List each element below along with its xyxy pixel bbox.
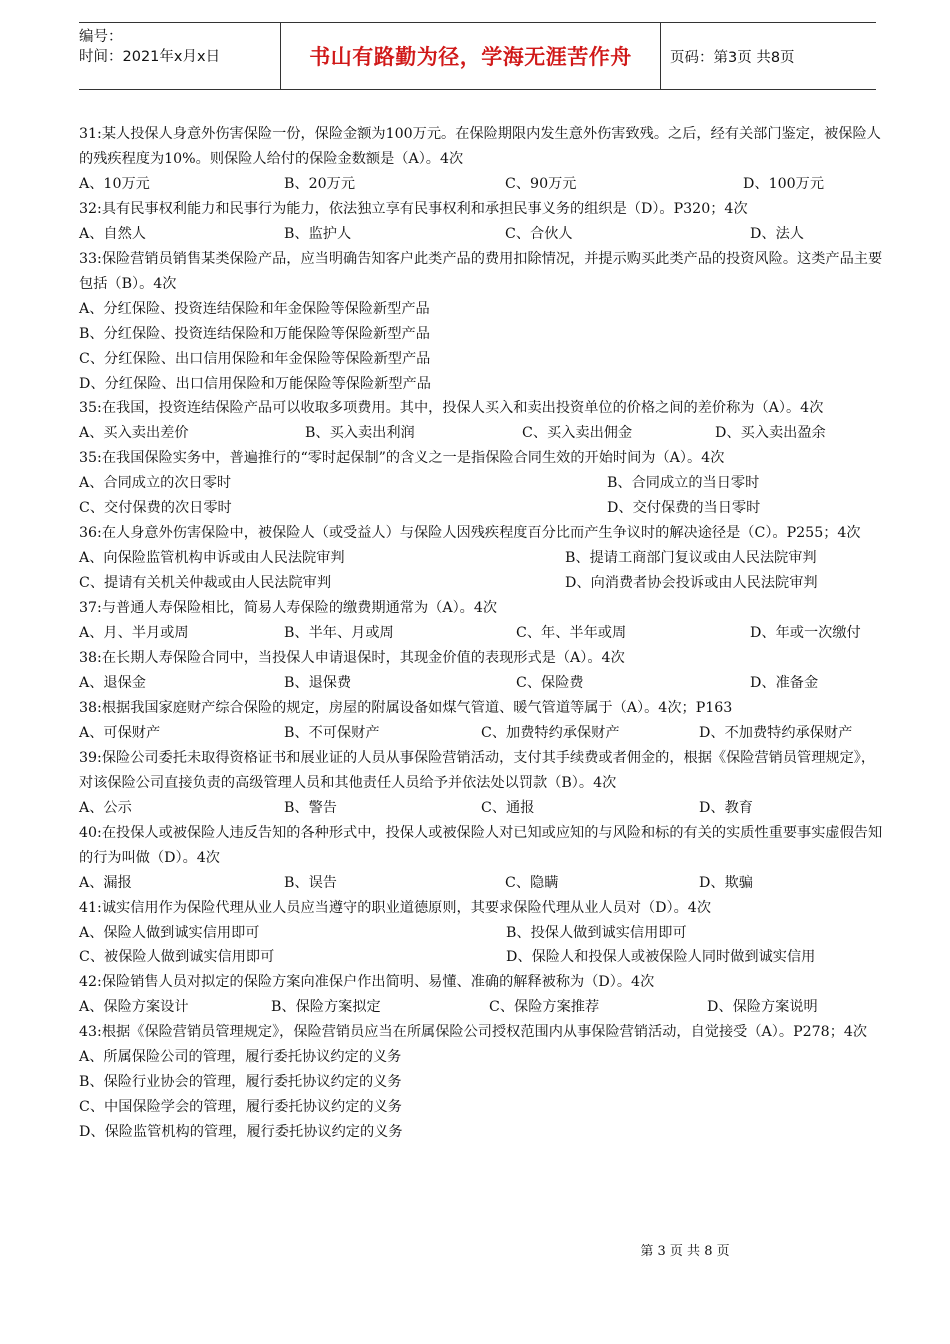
option-d: D、欺骗 [699, 874, 753, 891]
option-b: B、误告 [284, 874, 337, 891]
question-options [79, 921, 885, 946]
question-text: 35:在我国，投资连结保险产品可以收取多项费用。其中，投保人买入和卖出投资单位的价格之间的差价称为（A）。4次 [79, 400, 824, 417]
header-page-number: 页码：第3页 共8页 [670, 49, 795, 66]
option-a: A、可保财产 [79, 724, 161, 741]
option-d: D、准备金 [750, 674, 819, 691]
option-b: B、合同成立的当日零时 [607, 475, 760, 492]
question-text: 37:与普通人寿保险相比，简易人寿保险的缴费期通常为（A）。4次 [79, 600, 498, 617]
question-options [79, 871, 885, 896]
question-options [79, 721, 885, 746]
page-header [79, 22, 876, 90]
question-text: 38:根据我国家庭财产综合保险的规定，房屋的附属设备如煤气管道、暖气管道等属于（A）。4次；P163 [79, 699, 733, 716]
question-options [79, 172, 885, 197]
option-b: B、保险行业协会的管理，履行委托协议约定的义务 [79, 1074, 402, 1091]
question-options [79, 796, 885, 821]
question-options [79, 945, 885, 970]
option-b: B、买入卖出利润 [305, 425, 415, 442]
option-a: A、分红保险、投资连结保险和年金保险等保险新型产品 [79, 300, 430, 317]
option-b: B、分红保险、投资连结保险和万能保险等保险新型产品 [79, 325, 430, 342]
option-a: A、自然人 [79, 225, 146, 242]
option-b: B、提请工商部门复议或由人民法院审判 [565, 550, 817, 567]
option-c: C、保险费 [516, 674, 584, 691]
option-b: B、半年、月或周 [284, 625, 394, 642]
option-d: D、保险方案说明 [707, 999, 818, 1016]
option-a: A、合同成立的次日零时 [79, 475, 232, 492]
page-footer: 第 3 页 共 8 页 [640, 1244, 730, 1259]
option-c: C、被保险人做到诚实信用即可 [79, 949, 275, 966]
question-options [79, 496, 885, 521]
option-d: D、保险人和投保人或被保险人同时做到诚实信用 [506, 949, 816, 966]
option-d: D、分红保险、出口信用保险和万能保险等保险新型产品 [79, 375, 431, 392]
option-a: A、10万元 [79, 175, 150, 192]
option-c: C、90万元 [505, 175, 577, 192]
option-d: D、教育 [699, 799, 753, 816]
option-a: A、保险人做到诚实信用即可 [79, 924, 260, 941]
question-text: 32:具有民事权利能力和民事行为能力，依法独立享有民事权利和承担民事义务的组织是（D）。P320；4次 [79, 200, 748, 217]
question-options [79, 571, 885, 596]
option-a: A、买入卖出差价 [79, 425, 189, 442]
option-a: A、所属保险公司的管理，履行委托协议约定的义务 [79, 1049, 402, 1066]
option-c: C、提请有关机关仲裁或由人民法院审判 [79, 575, 332, 592]
option-d: D、法人 [750, 225, 804, 242]
question-text: 42:保险销售人员对拟定的保险方案向准保户作出简明、易懂、准确的解释被称为（D）。4次 [79, 974, 655, 991]
option-c: C、保险方案推荐 [489, 999, 600, 1016]
option-c: C、合伙人 [505, 225, 573, 242]
option-d: D、交付保费的当日零时 [607, 500, 761, 517]
option-c: C、分红保险、出口信用保险和年金保险等保险新型产品 [79, 350, 431, 367]
question-text: 35:在我国保险实务中，普遍推行的“零时起保制”的含义之一是指保险合同生效的开始时间为（A）。4次 [79, 450, 725, 467]
option-c: C、中国保险学会的管理，履行委托协议约定的义务 [79, 1099, 402, 1116]
option-b: B、监护人 [284, 225, 352, 242]
question-options [79, 546, 885, 571]
option-b: B、保险方案拟定 [271, 999, 381, 1016]
option-d: D、买入卖出盈余 [715, 425, 826, 442]
header-motto: 书山有路勤为径，学海无涯苦作舟 [280, 23, 661, 89]
option-a: A、退保金 [79, 674, 146, 691]
option-d: D、100万元 [743, 175, 825, 192]
question-text: 33:保险营销员销售某类保险产品，应当明确告知客户此类产品的费用扣除情况，并提示购买此类产品的投资风险。这类产品主要包括（B）。4次 [79, 250, 883, 292]
option-b: B、不可保财产 [284, 724, 380, 741]
option-c: C、通报 [481, 799, 535, 816]
option-a: A、公示 [79, 799, 132, 816]
question-text: 36:在人身意外伤害保险中，被保险人（或受益人）与保险人因残疾程度百分比而产生争议时的解决途径是（C）。P255；4次 [79, 525, 861, 542]
question-options [79, 222, 885, 247]
option-d: D、不加费特约承保财产 [699, 724, 853, 741]
option-c: C、加费特约承保财产 [481, 724, 620, 741]
question-text: 38:在长期人寿保险合同中，当投保人申请退保时，其现金价值的表现形式是（A）。4次 [79, 650, 625, 667]
option-a: A、保险方案设计 [79, 999, 189, 1016]
header-meta [79, 23, 280, 89]
question-options [79, 421, 885, 446]
option-c: C、交付保费的次日零时 [79, 500, 232, 517]
option-a: A、向保险监管机构申诉或由人民法院审判 [79, 550, 345, 567]
option-a: A、月、半月或周 [79, 625, 189, 642]
option-b: B、投保人做到诚实信用即可 [506, 924, 687, 941]
option-d: D、年或一次缴付 [750, 625, 861, 642]
question-options [79, 471, 885, 496]
question-list [79, 122, 885, 1145]
option-c: C、隐瞒 [505, 874, 559, 891]
question-options [79, 671, 885, 696]
question-text: 40:在投保人或被保险人违反告知的各种形式中，投保人或被保险人对已知或应知的与风险和标的有关的实质性重要事实虚假告知的行为叫做（D）。4次 [79, 824, 883, 866]
document-number-label: 编号： [79, 29, 123, 45]
option-c: C、年、半年或周 [516, 625, 627, 642]
question-text: 39:保险公司委托未取得资格证书和展业证的人员从事保险营销活动，支付其手续费或者佣金的，根据《保险营销员管理规定》，对该保险公司直接负责的高级管理人员和其他责任人员给予并依法处以罚款（B）。4次 [79, 749, 876, 791]
question-text: 41:诚实信用作为保险代理从业人员应当遵守的职业道德原则，其要求保险代理从业人员对（D）。4次 [79, 899, 712, 916]
option-d: D、保险监管机构的管理，履行委托协议约定的义务 [79, 1124, 403, 1141]
option-b: B、20万元 [284, 175, 356, 192]
option-d: D、向消费者协会投诉或由人民法院审判 [565, 575, 818, 592]
option-c: C、买入卖出佣金 [522, 425, 633, 442]
question-options [79, 621, 885, 646]
option-b: B、警告 [284, 799, 337, 816]
option-b: B、退保费 [284, 674, 352, 691]
question-options [79, 995, 885, 1020]
question-text: 31:某人投保人身意外伤害保险一份，保险金额为100万元。在保险期限内发生意外伤害致残。之后，经有关部门鉴定，被保险人的残疾程度为10%。则保险人给付的保险金数额是（A）。4次 [79, 126, 881, 167]
document-time-label: 时间：2021年x月x日 [79, 49, 221, 65]
option-a: A、漏报 [79, 874, 132, 891]
question-text: 43:根据《保险营销员管理规定》，保险营销员应当在所属保险公司授权范围内从事保险营销活动，自觉接受（A）。P278；4次 [79, 1024, 868, 1041]
